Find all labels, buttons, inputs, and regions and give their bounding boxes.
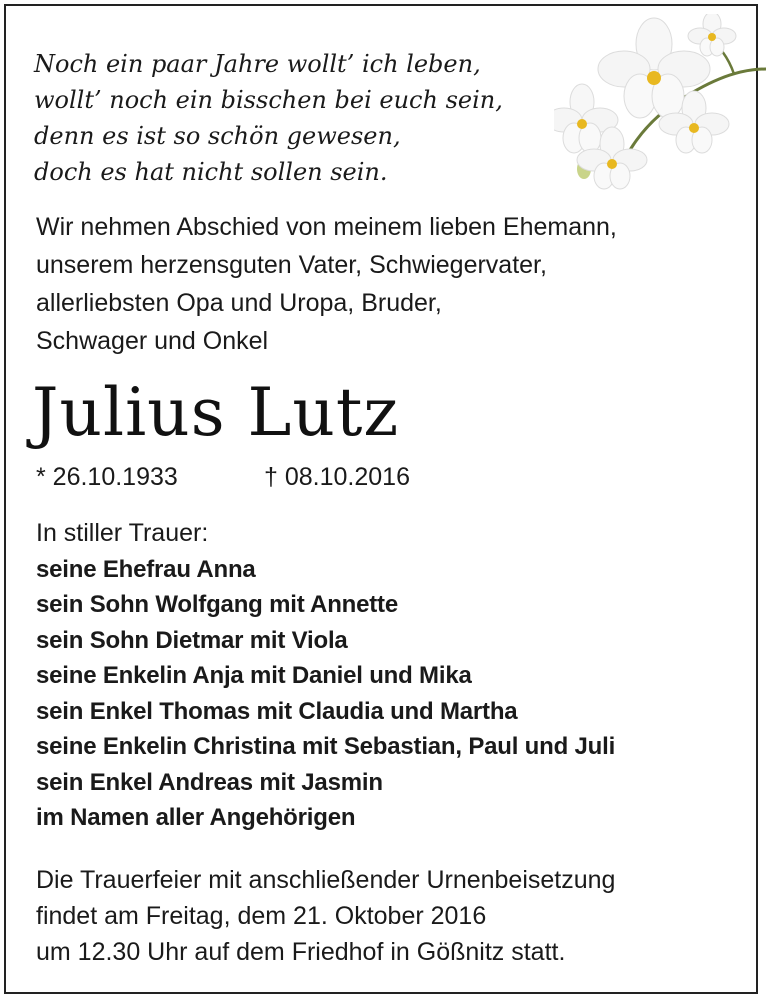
funeral-line: findet am Freitag, dem 21. Oktober 2016 bbox=[36, 902, 487, 930]
life-dates bbox=[36, 460, 410, 494]
mourner: seine Enkelin Anja mit Daniel und Mika bbox=[36, 662, 472, 689]
mourner: seine Enkelin Christina mit Sebastian, Paul und Juli bbox=[36, 733, 616, 760]
intro-text bbox=[36, 208, 617, 360]
birth-date: * 26.10.1933 bbox=[36, 463, 178, 491]
mourners-lead: In stiller Trauer: bbox=[36, 519, 209, 547]
poem-line: doch es hat nicht sollen sein. bbox=[34, 158, 388, 186]
mourner: im Namen aller Angehörigen bbox=[36, 804, 356, 831]
orchid-image bbox=[554, 14, 766, 194]
mourners-list bbox=[36, 516, 615, 836]
obituary-frame bbox=[4, 4, 758, 994]
poem-line: Noch ein paar Jahre wollt’ ich leben, bbox=[34, 50, 481, 78]
mourner: seine Ehefrau Anna bbox=[36, 555, 256, 583]
mourner: sein Sohn Dietmar mit Viola bbox=[36, 626, 348, 654]
funeral-info bbox=[36, 862, 615, 970]
poem-line: denn es ist so schön gewesen, bbox=[34, 122, 401, 150]
poem bbox=[34, 46, 503, 190]
intro-line: Wir nehmen Abschied von meinem lieben Ehemann, bbox=[36, 213, 617, 241]
mourner: sein Enkel Thomas mit Claudia und Martha bbox=[36, 697, 518, 725]
mourner: sein Sohn Wolfgang mit Annette bbox=[36, 591, 398, 618]
death-date: † 08.10.2016 bbox=[264, 463, 410, 491]
intro-line: allerliebsten Opa und Uropa, Bruder, bbox=[36, 289, 442, 317]
poem-line: wollt’ noch ein bisschen bei euch sein, bbox=[34, 86, 503, 114]
deceased-name: Julius Lutz bbox=[32, 374, 400, 451]
intro-line: Schwager und Onkel bbox=[36, 327, 269, 355]
intro-line: unserem herzensguten Vater, Schwiegervater, bbox=[36, 251, 547, 279]
mourner: sein Enkel Andreas mit Jasmin bbox=[36, 768, 383, 796]
funeral-line: Die Trauerfeier mit anschließender Urnenbeisetzung bbox=[36, 866, 616, 894]
funeral-line: um 12.30 Uhr auf dem Friedhof in Gößnitz statt. bbox=[36, 938, 566, 966]
